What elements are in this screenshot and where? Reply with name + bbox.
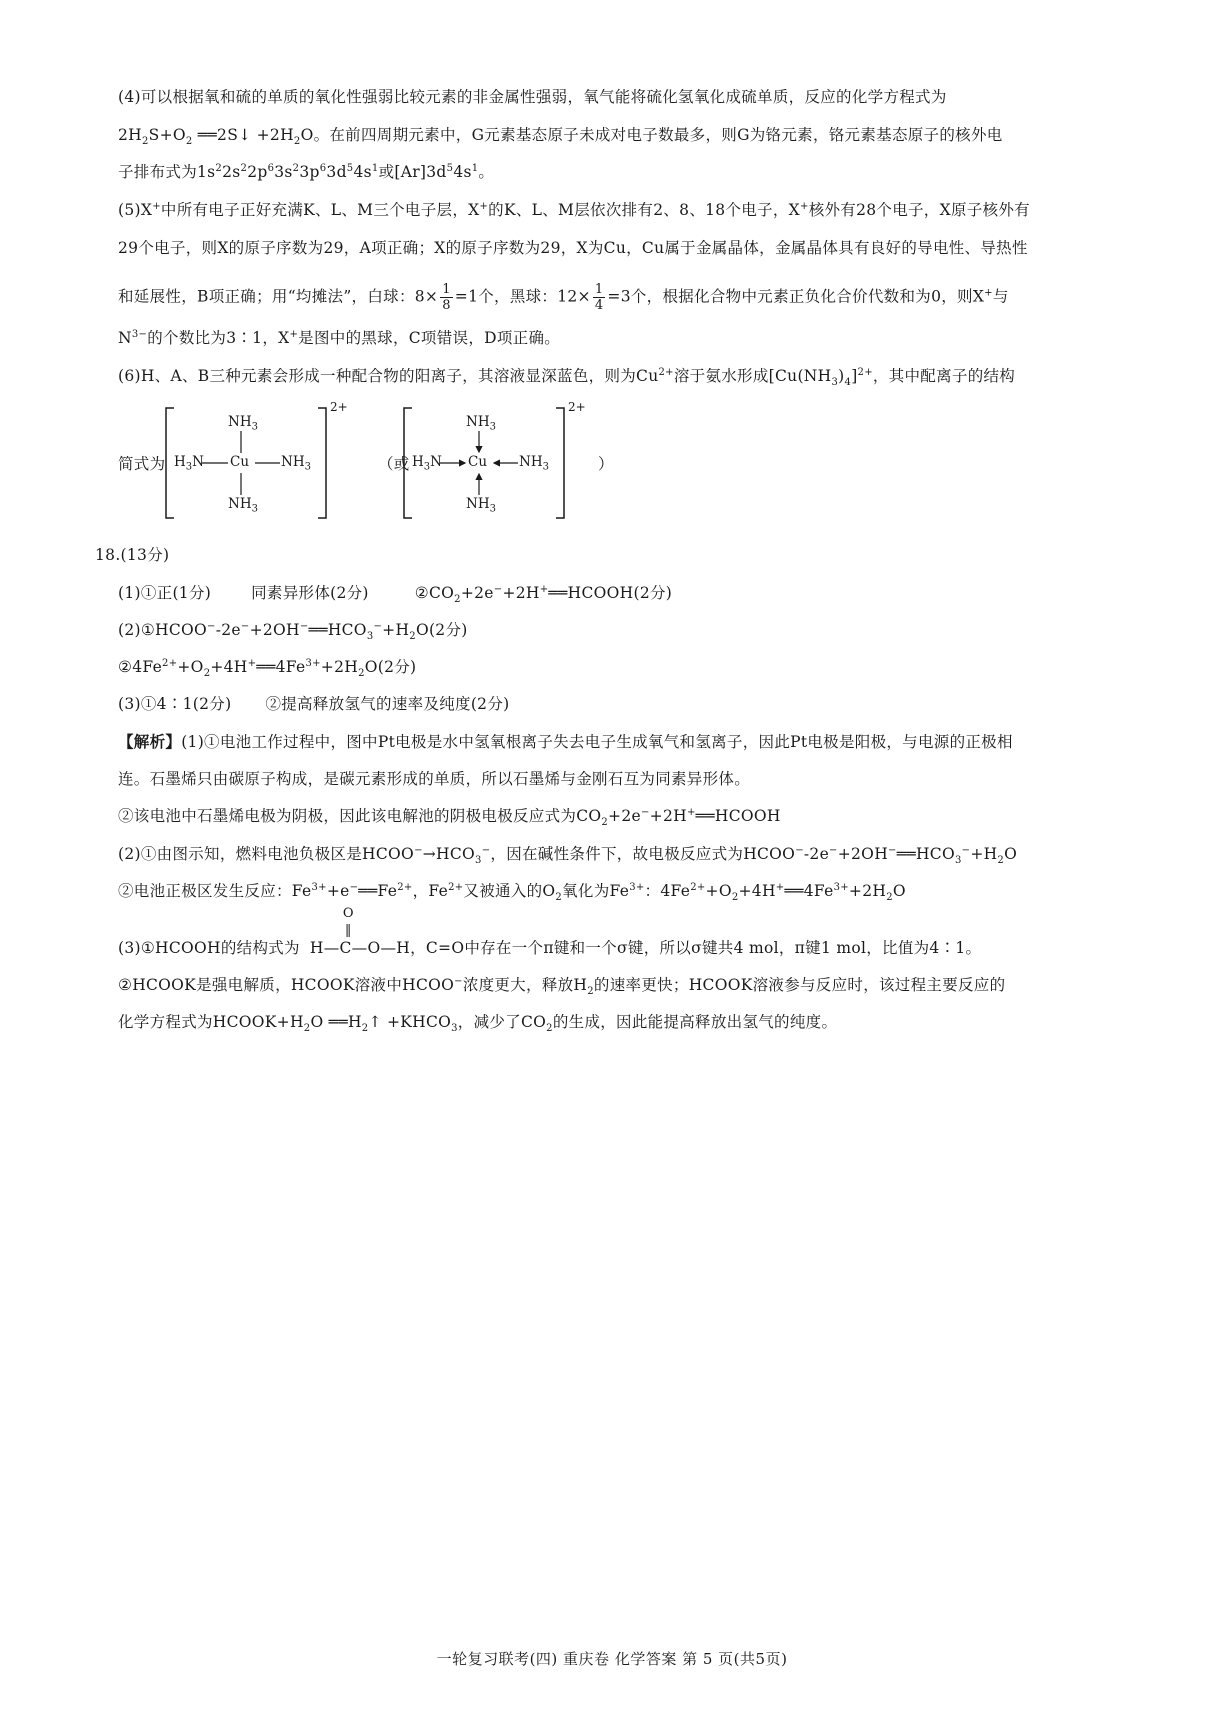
- para-6-line1: (6)H、A、B三种元素会形成一种配合物的阳离子，其溶液显深蓝色，则为$Cu^{2+}$溶于氨水形成$[Cu(NH_3)_4]^{2+}$，其中配离子的结构: [118, 366, 1016, 389]
- double-bond: ‖: [344, 923, 352, 938]
- answer-1: (1)①正(1分) 同素异形体(2分) $②CO_2+2e^-+2H^+══HCOOH(2$分): [118, 583, 673, 606]
- or-open: （或: [378, 455, 410, 473]
- analysis-p5: (3)①HCOOH的结构式为 O ‖ H—C—O—H，C=O中存在一个π键和一个σ键，所以σ键共4 mol，π键1 mol，比值为4∶1。: [118, 937, 981, 959]
- analysis-p1-line1: 【解析】(1)①电池工作过程中，图中Pt电极是水中氢氧根离子失去电子生成氧气和氢离子，因此Pt电极是阳极，与电源的正极相: [118, 732, 1013, 751]
- para-4-line1: (4)可以根据氧和硫的单质的氧化性强弱比较元素的非金属性强弱，氧气能将硫化氢氧化成硫单质，反应的化学方程式为: [118, 88, 947, 106]
- left-bracket: [404, 408, 412, 518]
- para-5-line4: $N^{3-}$的个数比为3∶1，X+是图中的黑球，C项错误，D项正确。: [118, 328, 561, 347]
- right-bracket: [556, 408, 564, 518]
- or-close: ）: [598, 455, 614, 473]
- para-4-line2: $2H_2S+O_2$ ══2S↓ $+2H_2O$。在前四周期元素中，G元素基态原子未成对电子数最多，则G为铬元素，铬元素基态原子的核外电: [118, 126, 1003, 148]
- analysis-p2: ②该电池中石墨烯电极为阴极，因此该电解池的阴极电极反应式为$CO_2+2e^-+2H^+══HCOOH$: [118, 806, 781, 829]
- carbonyl-oxygen: O: [342, 906, 354, 921]
- ligand-top: $NH_3$: [466, 414, 496, 433]
- para-5-line1: (5)X+中所有电子正好充满K、L、M三个电子层，X+的K、L、M层依次排有2、8、18个电子，X+核外有28个电子，X原子核外有: [118, 200, 1030, 219]
- question-18-header: 18.(13分): [95, 546, 170, 564]
- ligand-bottom: $NH_3$: [228, 496, 258, 515]
- fraction-one-quarter: $\frac{1}{4}$: [594, 282, 604, 313]
- left-bracket: [166, 408, 174, 518]
- metal-center: Cu: [230, 454, 250, 470]
- ligand-right: $NH_3$: [519, 454, 549, 473]
- charge-label: 2+: [330, 400, 348, 414]
- answer-2-2: $②4Fe^{2+}+O_2+4H^+══4Fe^{3+}+2H_2O(2$分): [118, 657, 417, 680]
- analysis-p1-line2: 连。石墨烯只由碳原子构成，是碳元素形成的单质，所以石墨烯与金刚石互为同素异形体。: [118, 770, 751, 788]
- complex-structure-1: [160, 400, 360, 525]
- complex-structure-2: [398, 400, 598, 525]
- analysis-p6: ②HCOOK是强电解质，HCOOK溶液中HCOO−浓度更大，释放$H_2$的速率更快；HCOOK溶液参与反应时，该过程主要反应的: [118, 975, 1006, 998]
- ligand-top: $NH_3$: [228, 414, 258, 433]
- fraction-one-eighth: $\frac{1}{8}$: [442, 282, 451, 313]
- ligand-left: $H_3N$: [174, 454, 204, 473]
- analysis-p7: 化学方程式为$HCOOK+H_2O$ $══H_2↑$ $+KHCO_3$，减少了$CO_2$的生成，因此能提高释放出氢气的纯度。: [118, 1013, 838, 1035]
- right-bracket: [318, 408, 326, 518]
- analysis-p3: (2)①由图示知，燃料电池负极区是$HCOO^-\to HCO_3^-$，因在碱性条件下，故电极反应式为$HCOO^--2e^-+2OH^-══HCO_3^-+H_2O$: [118, 844, 1018, 867]
- metal-center: Cu: [468, 454, 488, 470]
- answer-3: (3)①4∶1(2分) ②提高释放氢气的速率及纯度(2分): [118, 695, 510, 713]
- para-4-line3: 子排布式为$1s^22s^22p^63s^23p^63d^54s^1$或$[Ar]3d^54s^1$。: [118, 162, 495, 181]
- para-6-lead: 简式为: [118, 455, 166, 473]
- ligand-left: $H_3N$: [412, 454, 442, 473]
- charge-label: 2+: [568, 400, 586, 414]
- para-5-line2: 29个电子，则X的原子序数为29，A项正确；X的原子序数为29，X为Cu，Cu属于金属晶体，金属晶体具有良好的导电性、导热性: [118, 239, 1028, 257]
- para-5-line3: 和延展性，B项正确；用“均摊法”，白球：8× $\frac{1}{8}$ =1个，黑球：12× $\frac{1}{4}$ =3个，根据化合物中元素正负化合价代数和为0，则X+与: [118, 282, 1009, 313]
- ligand-bottom: $NH_3$: [466, 496, 496, 515]
- formic-acid-structure: O ‖ H—C—O—H: [310, 937, 410, 959]
- ligand-right: $NH_3$: [281, 454, 311, 473]
- answer-2-1: $(2)①HCOO^--2e^-+2OH^-══HCO_3^-+H_2O(2$分): [118, 620, 468, 643]
- analysis-p4: ②电池正极区发生反应：$Fe^{3+}+e^-══Fe^{2+}$，$Fe^{2+}$又被通入的$O_2$氧化为$Fe^{3+}$：$4Fe^{2+}+O_2+4H^+══4Fe^{3+}+2H_2O$: [118, 881, 906, 904]
- page-footer: 一轮复习联考(四) 重庆卷 化学答案 第 5 页(共5页): [436, 1650, 788, 1668]
